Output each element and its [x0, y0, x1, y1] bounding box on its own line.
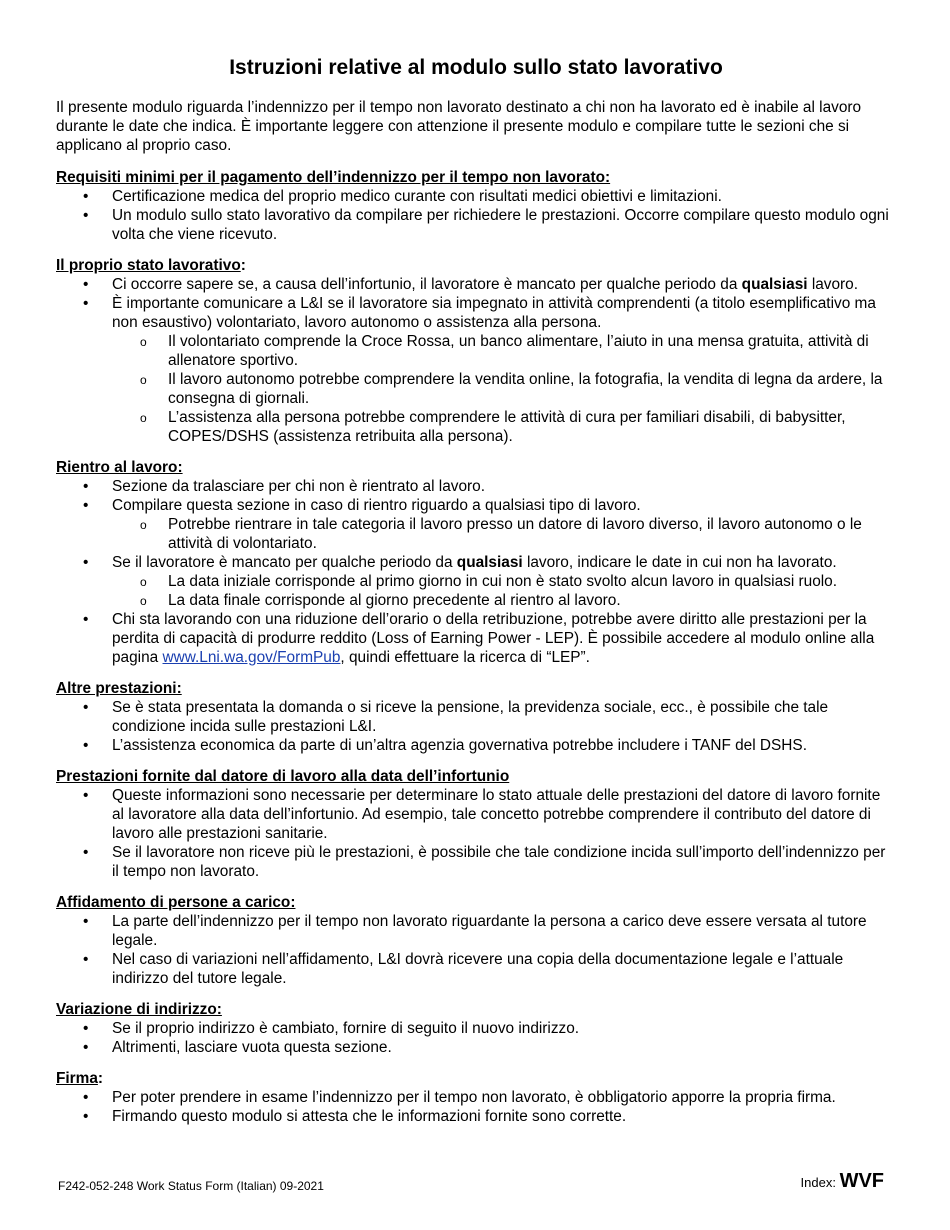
- circle-bullet-icon: o: [140, 411, 147, 425]
- bullet-icon: •: [83, 554, 89, 571]
- circle-bullet-icon: o: [140, 335, 147, 349]
- bullet-icon: •: [83, 611, 89, 628]
- sub-list-item: o L’assistenza alla persona potrebbe comprendere le attività di cura per familiari disabili, di babysitter, COPES/DSHS (assistenza retribuita alla persona).: [140, 409, 846, 445]
- section-heading: Altre prestazioni:: [56, 680, 182, 697]
- section-heading: Affidamento di persone a carico:: [56, 894, 296, 911]
- bullet-icon: •: [83, 276, 89, 293]
- bullet-icon: •: [83, 844, 89, 861]
- bullet-list: [56, 477, 896, 667]
- circle-bullet-icon: o: [140, 518, 147, 532]
- bullet-list: [56, 275, 896, 446]
- list-item: • La parte dell’indennizzo per il tempo non lavorato riguardante la persona a carico deve essere versata al tutore legale.: [83, 913, 867, 949]
- sub-list: [112, 332, 896, 446]
- sub-list-item: o Il volontariato comprende la Croce Rossa, un banco alimentare, l’aiuto in una mensa gratuita, attività di allenatore sportivo.: [140, 333, 869, 369]
- bullet-icon: •: [83, 699, 89, 716]
- bullet-icon: •: [83, 188, 89, 205]
- sub-list-item: o La data finale corrisponde al giorno precedente al rientro al lavoro.: [140, 592, 621, 609]
- sub-list-item: o Il lavoro autonomo potrebbe comprendere la vendita online, la fotografia, la vendita di legna da ardere, la consegna di giornali.: [140, 371, 883, 407]
- bullet-icon: •: [83, 737, 89, 754]
- bullet-icon: •: [83, 787, 89, 804]
- document-page: [56, 54, 896, 1138]
- section-requisiti: [56, 168, 896, 244]
- index-code: Index: WVF: [800, 1170, 884, 1192]
- section-affidamento: [56, 893, 896, 988]
- document-title: Istruzioni relative al modulo sullo stato lavorativo: [229, 56, 723, 79]
- list-item: • Chi sta lavorando con una riduzione dell’orario o della retribuzione, potrebbe avere diritto alle prestazioni per la perdita di capacità di produrre reddito (Loss of Earning Power - LEP). È possibile accedere al modulo online alla pagina www.Lni.wa.gov/FormPub, quindi effettuare la ricerca di “LEP”.: [83, 611, 875, 666]
- list-item: • Per poter prendere in esame l’indennizzo per il tempo non lavorato, è obbligatorio apporre la propria firma.: [83, 1089, 836, 1106]
- bullet-list: [56, 1019, 896, 1057]
- form-id: F242-052-248 Work Status Form (Italian) 09-2021: [58, 1179, 324, 1193]
- bullet-list: [56, 912, 896, 988]
- list-item: • Altrimenti, lasciare vuota questa sezione.: [83, 1039, 392, 1056]
- list-item: • Se il lavoratore non riceve più le prestazioni, è possibile che tale condizione incida sull’importo dell’indennizzo per il tempo non lavorato.: [83, 844, 886, 880]
- formpub-link[interactable]: www.Lni.wa.gov/FormPub: [162, 649, 341, 666]
- list-item: • Se il proprio indirizzo è cambiato, fornire di seguito il nuovo indirizzo.: [83, 1020, 580, 1037]
- bullet-icon: •: [83, 1089, 89, 1106]
- circle-bullet-icon: o: [140, 594, 147, 608]
- sub-list: [112, 515, 896, 553]
- section-rientro: [56, 458, 896, 667]
- list-item: • L’assistenza economica da parte di un’altra agenzia governativa potrebbe includere i TANF del DSHS.: [83, 737, 807, 754]
- bullet-icon: •: [83, 478, 89, 495]
- bullet-icon: •: [83, 1108, 89, 1125]
- sub-list-item: o La data iniziale corrisponde al primo giorno in cui non è stato svolto alcun lavoro in qualsiasi ruolo.: [140, 573, 838, 590]
- list-item: • Queste informazioni sono necessarie per determinare lo stato attuale delle prestazioni del datore di lavoro fornite al lavoratore alla data dell’infortunio. Ad esempio, tale concetto potrebbe comprendere il contributo del datore di lavoro alle prestazioni sanitarie.: [83, 787, 881, 842]
- list-item: • Nel caso di variazioni nell’affidamento, L&I dovrà ricevere una copia della documentazione legale e l’attuale indirizzo del tutore legale.: [83, 951, 844, 987]
- list-item: • Certificazione medica del proprio medico curante con risultati medici obiettivi e limitazioni.: [83, 188, 722, 205]
- bullet-icon: •: [83, 497, 89, 514]
- sub-list-item: o Potrebbe rientrare in tale categoria il lavoro presso un datore di lavoro diverso, il lavoro autonomo o le attività di volontariato.: [140, 516, 862, 552]
- intro-paragraph: Il presente modulo riguarda l’indennizzo per il tempo non lavorato destinato a chi non ha lavorato ed è inabile al lavoro durante le date che indica. È importante leggere con attenzione il presente modulo e compilare tutte le sezioni che si applicano al proprio caso.: [56, 99, 862, 154]
- section-heading: Variazione di indirizzo:: [56, 1001, 222, 1018]
- bullet-icon: •: [83, 295, 89, 312]
- list-item: • Firmando questo modulo si attesta che le informazioni fornite sono corrette.: [83, 1108, 627, 1125]
- sub-list: [112, 572, 896, 610]
- bullet-icon: •: [83, 951, 89, 968]
- bullet-icon: •: [83, 913, 89, 930]
- bullet-icon: •: [83, 1039, 89, 1056]
- bullet-list: [56, 786, 896, 881]
- bullet-list: [56, 1088, 896, 1126]
- list-item: • Se è stata presentata la domanda o si riceve la pensione, la previdenza sociale, ecc., è possibile che tale condizione incida sulle prestazioni L&I.: [83, 699, 829, 735]
- list-item: • Ci occorre sapere se, a causa dell’infortunio, il lavoratore è mancato per qualche periodo da qualsiasi lavoro.: [83, 276, 859, 293]
- bullet-list: [56, 698, 896, 755]
- section-stato-lavorativo: [56, 256, 896, 446]
- list-item: • Compilare questa sezione in caso di rientro riguardo a qualsiasi tipo di lavoro. o Potrebbe rientrare in tale categoria il lavoro presso un datore di lavoro diverso, il lavoro autonomo o le attività di volontariato.: [56, 496, 896, 553]
- bullet-list: [56, 187, 896, 244]
- circle-bullet-icon: o: [140, 575, 147, 589]
- section-heading: Requisiti minimi per il pagamento dell’indennizzo per il tempo non lavorato:: [56, 169, 611, 186]
- section-heading: Rientro al lavoro:: [56, 459, 183, 476]
- bullet-icon: •: [83, 207, 89, 224]
- section-heading: Prestazioni fornite dal datore di lavoro alla data dell’infortunio: [56, 768, 510, 785]
- list-item: • È importante comunicare a L&I se il lavoratore sia impegnato in attività comprendenti (a titolo esemplificativo ma non esaustivo) volontariato, lavoro autonomo o assistenza alla persona. o Il volontariato comprende la Croce Rossa, un banco alimentare, l’aiuto in una mensa gratuita, attività di allenatore sportivo. o Il lavoro autonomo potrebbe comprendere la vendita online, la fotografia, la vendita di legna da ardere, la consegna di giornali. o L’assistenza alla persona potrebbe comprendere le attività di cura per familiari disabili, di babysitter, COPES/DSHS (assistenza retribuita alla persona).: [56, 294, 896, 446]
- list-item: • Se il lavoratore è mancato per qualche periodo da qualsiasi lavoro, indicare le date in cui non ha lavorato. o La data iniziale corrisponde al primo giorno in cui non è stato svolto alcun lavoro in qualsiasi ruolo. o La data finale corrisponde al giorno precedente al rientro al lavoro.: [56, 553, 896, 610]
- bullet-icon: •: [83, 1020, 89, 1037]
- circle-bullet-icon: o: [140, 373, 147, 387]
- section-heading: Firma:: [56, 1070, 104, 1087]
- list-item: • Sezione da tralasciare per chi non è rientrato al lavoro.: [83, 478, 486, 495]
- section-heading: Il proprio stato lavorativo:: [56, 257, 246, 274]
- section-prestazioni-datore: [56, 767, 896, 881]
- list-item: • Un modulo sullo stato lavorativo da compilare per richiedere le prestazioni. Occorre compilare questo modulo ogni volta che viene ricevuto.: [83, 207, 889, 243]
- section-variazione-indirizzo: [56, 1000, 896, 1057]
- section-altre-prestazioni: [56, 679, 896, 755]
- section-firma: [56, 1069, 896, 1126]
